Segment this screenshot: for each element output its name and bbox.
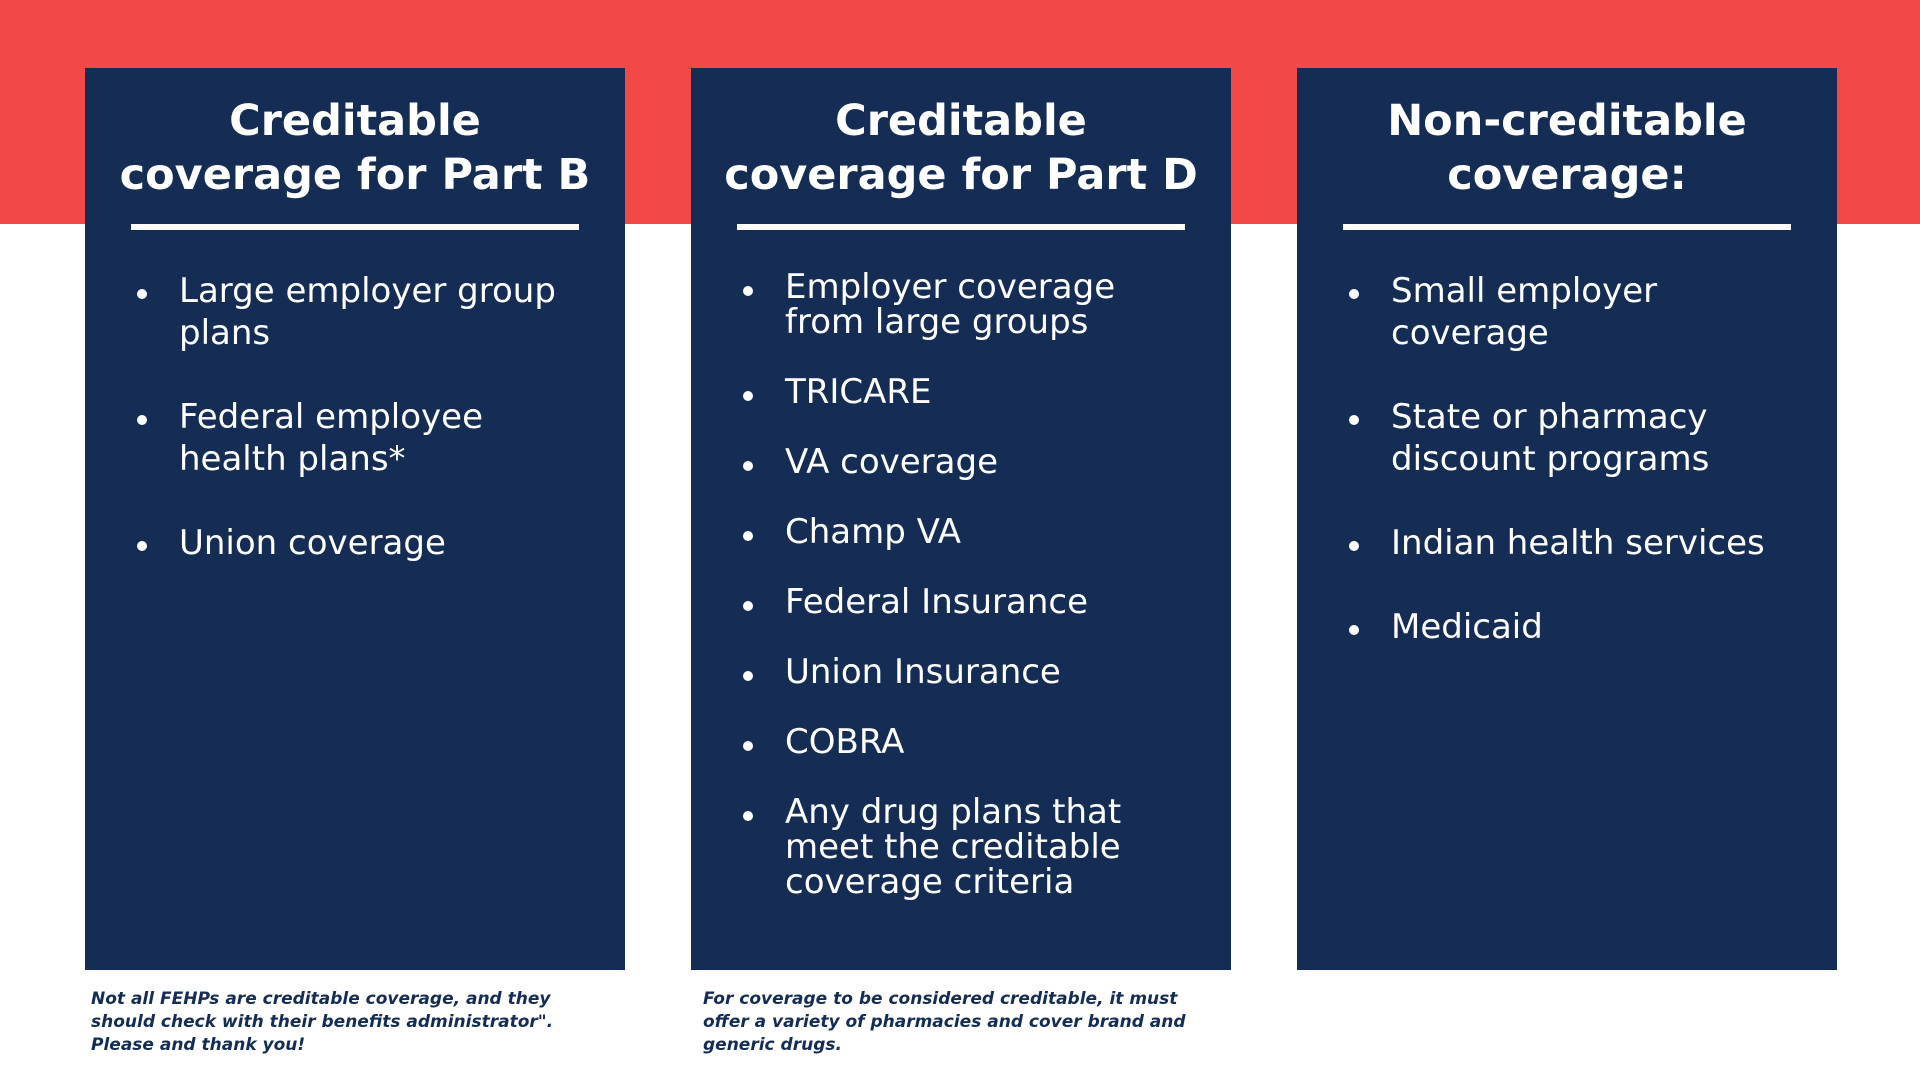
list-item: Indian health services (1347, 522, 1807, 564)
panel-non-creditable (1297, 68, 1837, 970)
list-item: Any drug plans that meet the creditable coverage criteria (741, 795, 1201, 900)
list-item: Small employer coverage (1347, 270, 1807, 354)
footnote-part-d: For coverage to be considered creditable, it must offer a variety of pharmacies and cover brand and generic drugs. (703, 989, 1186, 1055)
title-divider (131, 224, 579, 230)
list-item: Union coverage (135, 522, 595, 564)
list-item: Federal Insurance (741, 585, 1201, 620)
footnote-part-b: Not all FEHPs are creditable coverage, and they should check with their benefits administrator". Please and thank you! (91, 989, 554, 1055)
panel-title: Creditable coverage for Part D (724, 96, 1198, 200)
list-item: Champ VA (741, 515, 1201, 550)
coverage-list (1327, 270, 1807, 648)
panel-title: Non-creditable coverage: (1387, 96, 1747, 200)
panel-part-d (691, 68, 1231, 970)
title-divider (737, 224, 1185, 230)
title-divider (1343, 224, 1791, 230)
list-item: Union Insurance (741, 655, 1201, 690)
list-item: Federal employee health plans* (135, 396, 595, 480)
coverage-list (721, 267, 1201, 902)
list-item: VA coverage (741, 445, 1201, 480)
list-item: COBRA (741, 725, 1201, 760)
list-item: TRICARE (741, 375, 1201, 410)
list-item: Medicaid (1347, 606, 1807, 648)
list-item: Large employer group plans (135, 270, 595, 354)
coverage-list (115, 270, 595, 564)
panel-title: Creditable coverage for Part B (119, 96, 591, 200)
list-item: Employer coverage from large groups (741, 270, 1201, 340)
panel-part-b (85, 68, 625, 970)
list-item: State or pharmacy discount programs (1347, 396, 1807, 480)
